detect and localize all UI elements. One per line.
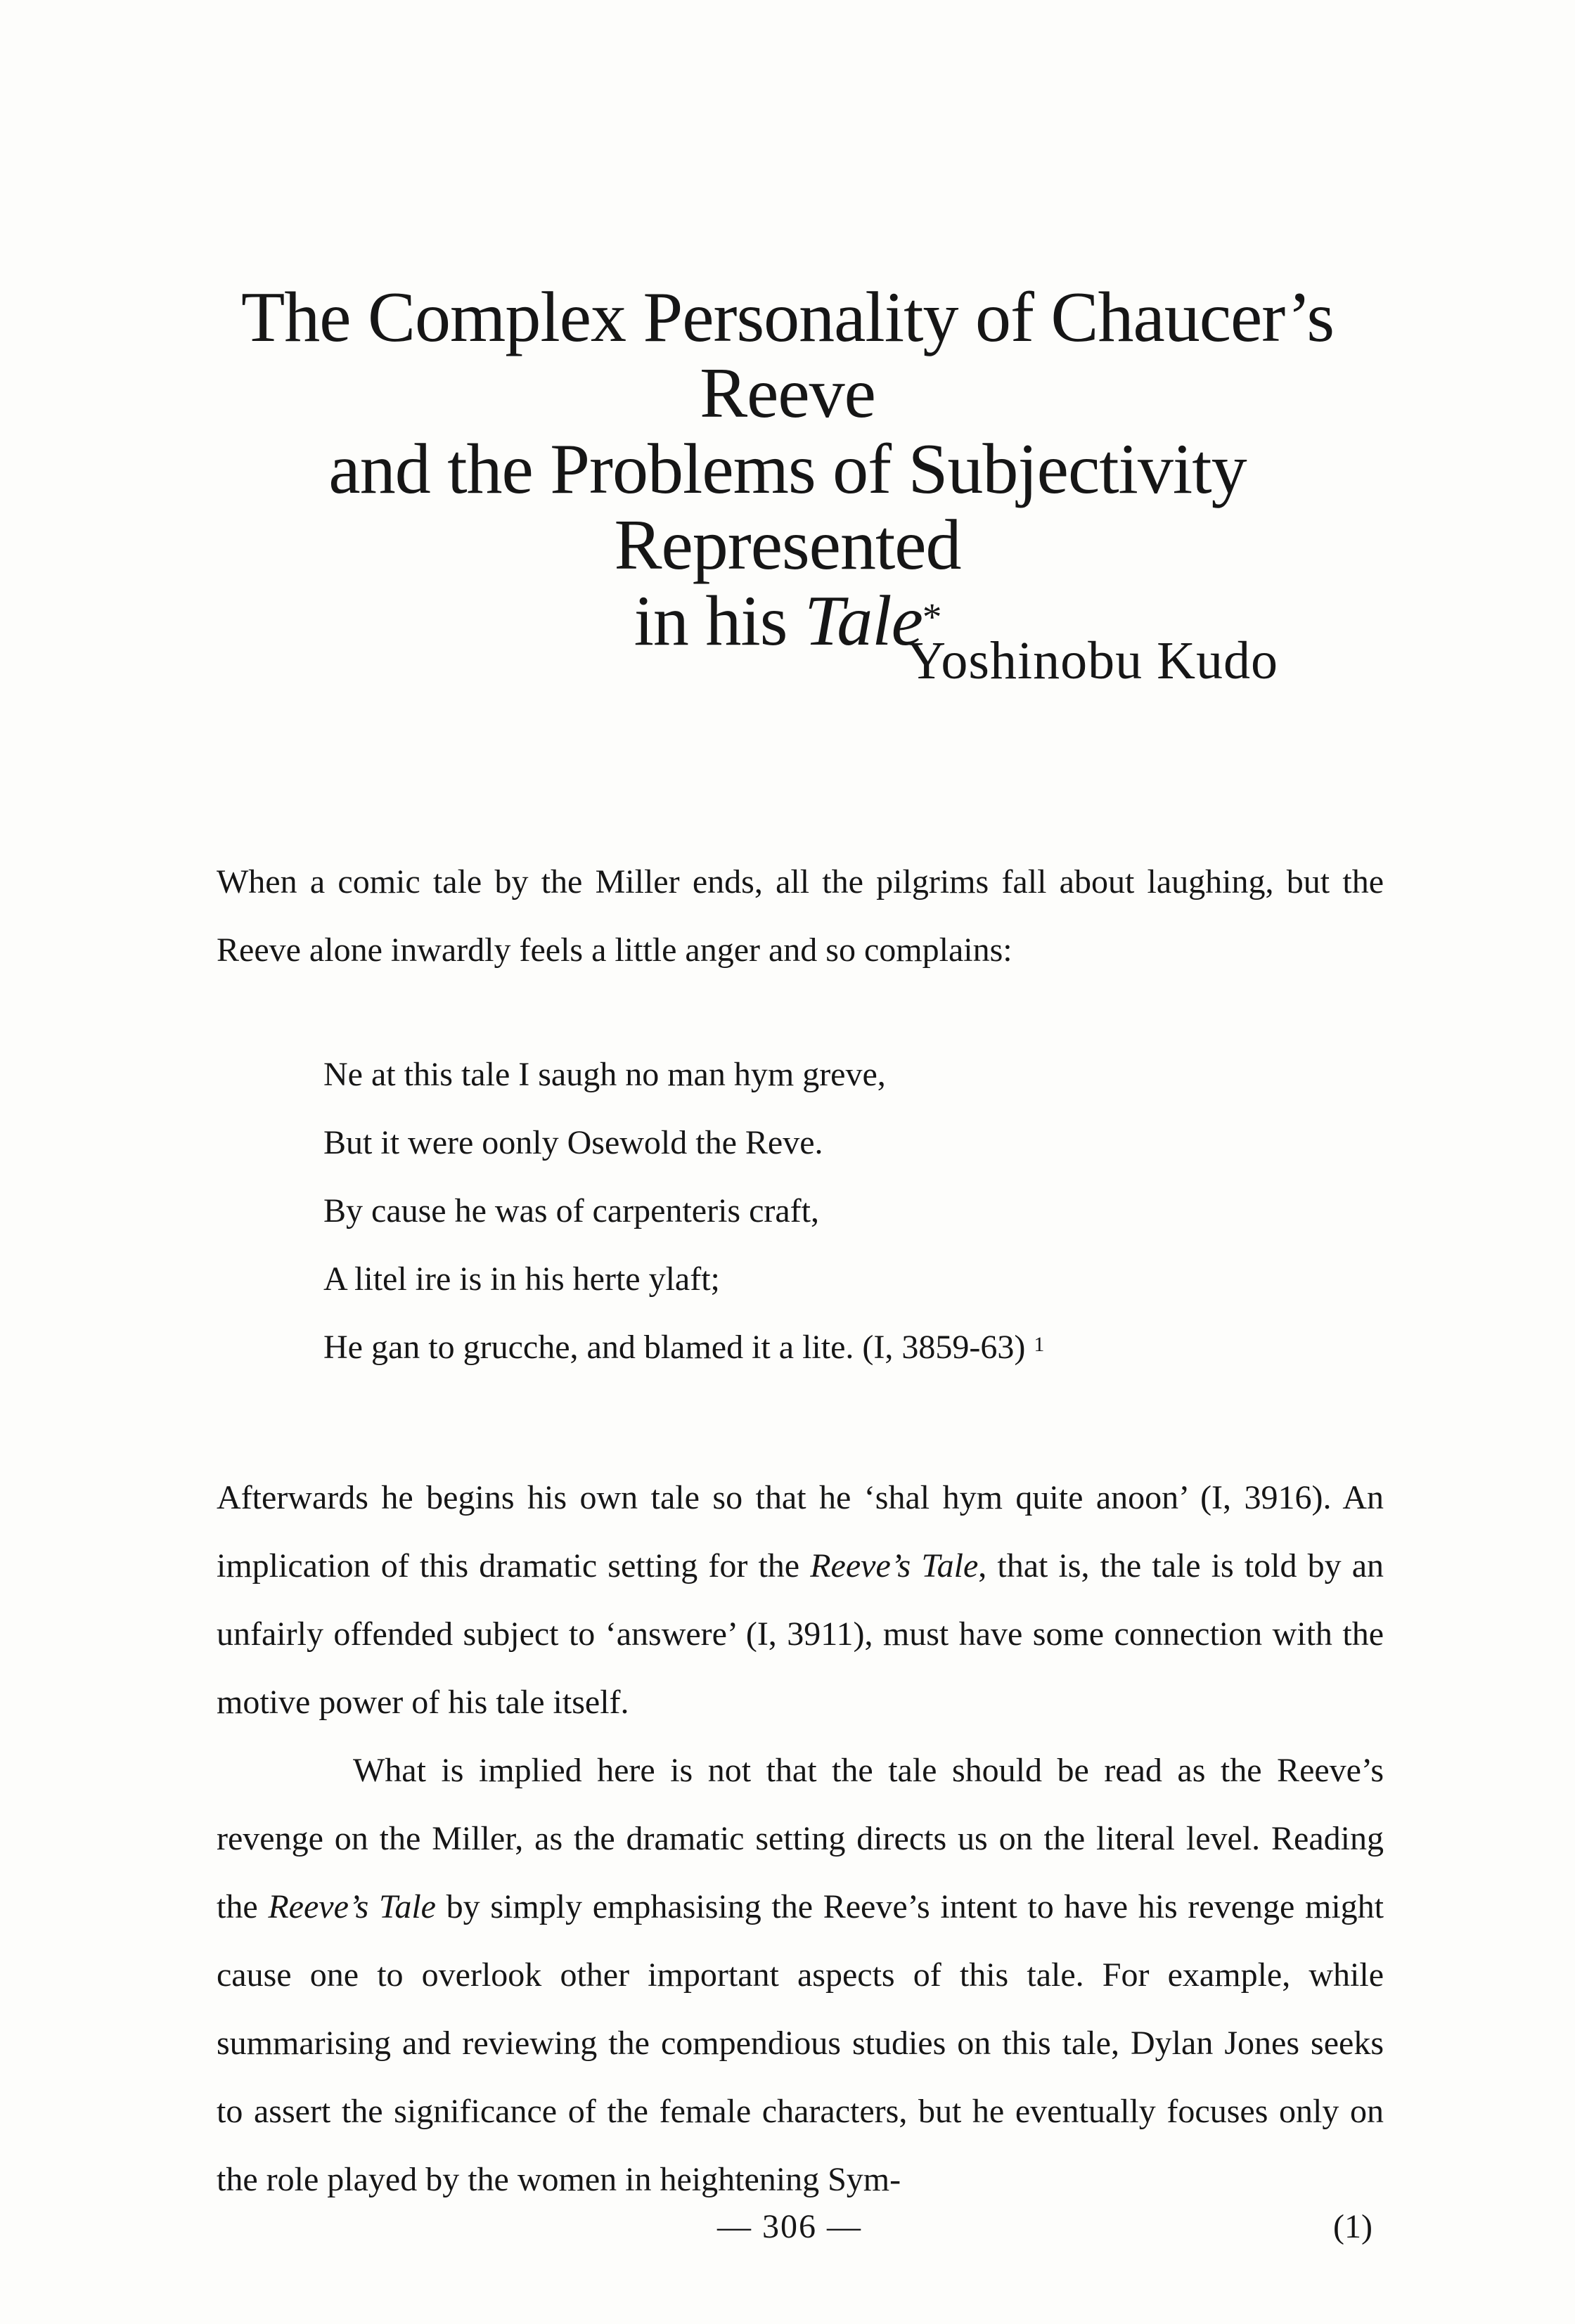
intro-paragraph: When a comic tale by the Miller ends, all the pilgrims fall about laughing, but the Reeve alone inwardly feels a little anger and so complains:	[217, 863, 1384, 969]
verse-quotation	[323, 1040, 1044, 1381]
para2-text-a: Afterwards he begins his own tale so that he ‘shal hym quite anoon’ (I, 3916). An implication of this dramatic setting for the	[217, 1479, 1384, 1584]
title-line-3-prefix: in his	[634, 581, 804, 661]
title-italic-tale: Tale	[804, 581, 922, 661]
verse-line: Ne at this tale I saugh no man hym greve,	[323, 1056, 886, 1093]
verse-line-text: He gan to grucche, and blamed it a lite. (I, 3859-63)	[323, 1329, 1026, 1366]
author-name: Yoshinobu Kudo	[907, 631, 1278, 690]
title-line-1: The Complex Personality of Chaucer’s Reeve	[240, 278, 1335, 433]
verse-line: But it were oonly Osewold the Reve.	[323, 1124, 823, 1161]
body-paragraph-3	[217, 1736, 1384, 2214]
para3-text-b: by simply emphasising the Reeve’s intent to have his revenge might cause one to overlook other important aspects of this tale. For example, while summarising and reviewing the compendious studies on this tale, Dylan Jones seeks to assert the significance of the female characters, but he eventually focuses only on the role played by the women in heightening Sym-	[217, 1888, 1384, 2198]
verse-line: A litel ire is in his herte ylaft;	[323, 1260, 720, 1298]
title-line-2: and the Problems of Subjectivity Represented	[328, 430, 1247, 585]
verse-line	[323, 1313, 1044, 1381]
page-number: — 306 —	[717, 2208, 862, 2245]
footnote-ref: 1	[1034, 1333, 1045, 1356]
para2-text-b: , that is, the tale is told by an unfairly offended subject to ‘answere’ (I, 3911), must have some connection with the motive power of his tale itself.	[217, 1547, 1384, 1721]
body-paragraph-2	[217, 1464, 1384, 1736]
para2-italic-title: Reeve’s Tale	[810, 1547, 979, 1584]
article-title	[162, 280, 1413, 659]
verse-line: By cause he was of carpenteris craft,	[323, 1192, 819, 1229]
para3-text-a: What is implied here is not that the tale should be read as the Reeve’s revenge on the Miller, as the dramatic setting directs us on the literal level. Reading the	[217, 1752, 1384, 1925]
section-page-number: (1)	[1333, 2208, 1372, 2245]
para3-italic-title: Reeve’s Tale	[268, 1888, 436, 1925]
title-footnote-mark: *	[922, 595, 941, 638]
